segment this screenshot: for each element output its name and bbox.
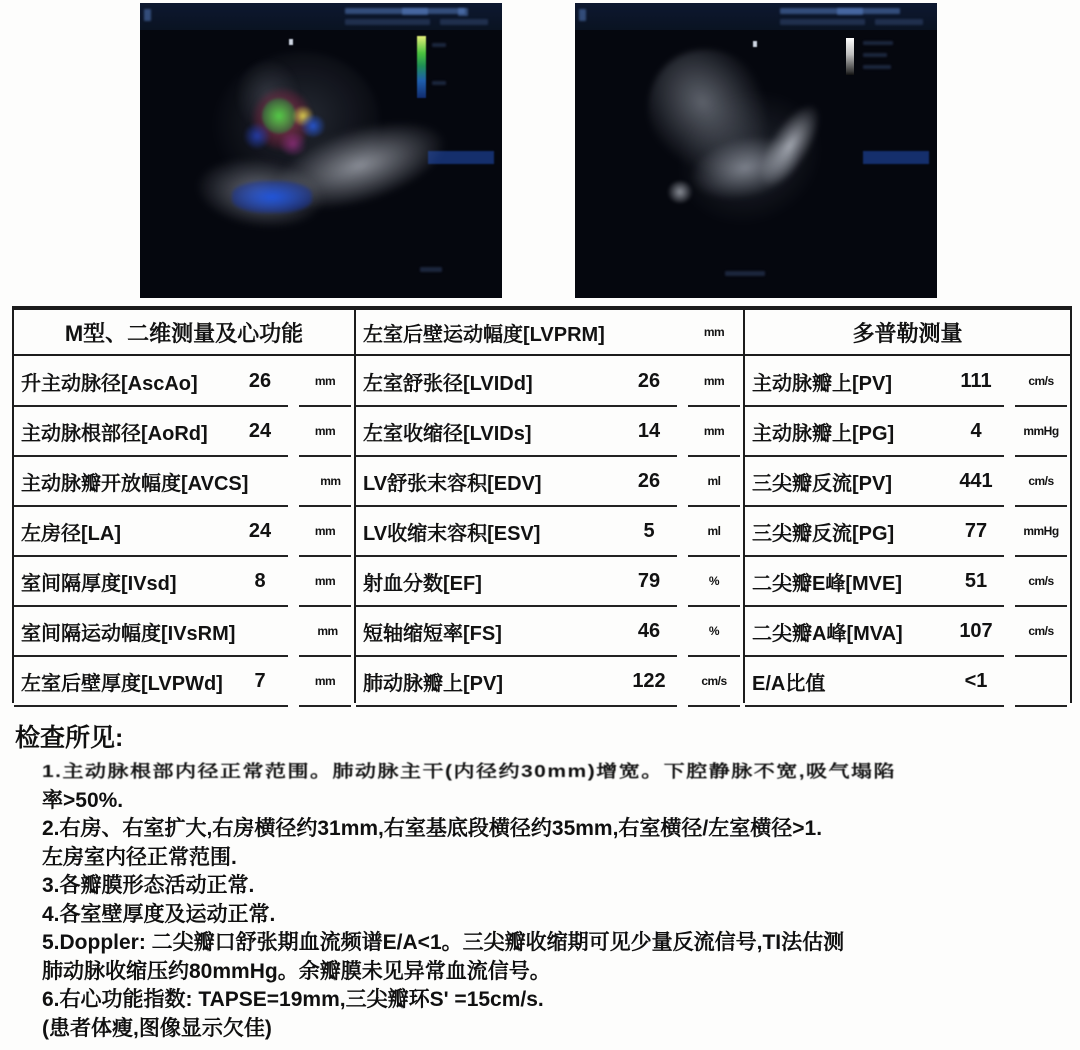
table-row: [745, 606, 1070, 656]
measure-label: 二尖瓣E峰[MVE]: [752, 572, 902, 595]
measure-unit: mmHg: [1023, 424, 1059, 438]
column-header-label: 多普勒测量: [852, 320, 963, 346]
measure-label: 三尖瓣反流[PG]: [752, 522, 895, 545]
measure-unit: %: [708, 624, 720, 638]
ultrasound-image-color-doppler: [140, 3, 502, 298]
ultrasound-image-grayscale: [575, 3, 937, 298]
hud-text-smudge: [780, 19, 865, 25]
table-row: [745, 556, 1070, 606]
column-header: [14, 310, 354, 356]
column-header-label: M型、二维测量及心功能: [64, 320, 304, 346]
measure-label: 射血分数[EF]: [363, 572, 482, 595]
doppler-color-scale-bar: [417, 36, 426, 98]
measure-value: 14: [637, 419, 661, 442]
table-row: [14, 456, 354, 506]
table-row: [14, 506, 354, 556]
table-row: [14, 556, 354, 606]
table-row: [356, 506, 743, 556]
finding-line: 左房室内径正常范围.: [42, 845, 237, 869]
column-header-row: [356, 310, 743, 356]
measure-value: 7: [254, 669, 266, 692]
table-row: [356, 310, 743, 354]
doppler-blue-flow: [300, 115, 326, 137]
measure-label: 肺动脉瓣上[PV]: [363, 672, 503, 695]
hud-text-smudge: [875, 19, 923, 25]
measure-label: 二尖瓣A峰[MVA]: [752, 622, 903, 645]
measure-unit: mm: [314, 574, 336, 588]
measure-label: 主动脉根部径[AoRd]: [21, 422, 208, 445]
finding-line: 1.主动脉根部内径正常范围。肺动脉主干(内径约30mm)增宽。下腔静脉不宽,吸气塌陷: [42, 762, 897, 782]
finding-line: 4.各室壁厚度及运动正常.: [42, 902, 276, 926]
hud-text-smudge: [345, 19, 430, 25]
measure-label: 升主动脉径[AscAo]: [21, 372, 198, 395]
measure-unit: mm: [703, 374, 725, 388]
sector-apex-marker: [289, 39, 293, 45]
table-row: [356, 356, 743, 406]
measure-value: 5: [643, 519, 655, 542]
table-row: [356, 556, 743, 606]
measure-value: 26: [248, 369, 272, 392]
finding-line: 3.各瓣膜形态活动正常.: [42, 874, 255, 897]
measure-value: 8: [254, 569, 266, 592]
measure-unit: ml: [707, 524, 721, 538]
measure-value: 26: [637, 469, 661, 492]
finding-line: 2.右房、右室扩大,右房横径约31mm,右室基底段横径约35mm,右室横径/左室横径>1.: [42, 817, 823, 840]
hud-text-smudge: [420, 267, 442, 272]
doppler-blue-flow: [244, 123, 270, 149]
measure-label: 室间隔厚度[IVsd]: [21, 572, 177, 595]
measure-value: 24: [248, 519, 272, 542]
measure-unit: mm: [314, 674, 336, 688]
hud-logo-mark: [579, 9, 586, 21]
measure-label: 主动脉瓣开放幅度[AVCS]: [21, 472, 249, 495]
measure-label: E/A比值: [752, 672, 826, 695]
measure-value: <1: [964, 669, 988, 692]
finding-line: 率>50%.: [42, 788, 124, 812]
measure-unit: mm: [314, 424, 336, 438]
measure-value: 107: [959, 619, 993, 642]
measure-value: 79: [637, 569, 661, 592]
doppler-magenta-flow: [278, 133, 308, 155]
hud-text-smudge: [725, 271, 765, 276]
measure-label: 主动脉瓣上[PV]: [752, 372, 892, 395]
table-column-doppler: [743, 310, 1070, 703]
findings-body: [42, 758, 1070, 1043]
column-header: [745, 310, 1070, 356]
measure-value: 111: [960, 369, 992, 392]
measure-value: 4: [970, 419, 982, 442]
measure-label: 左室后壁厚度[LVPWd]: [21, 672, 223, 695]
sector-apex-marker: [753, 41, 757, 47]
measure-unit: %: [708, 574, 720, 588]
measure-value: 26: [637, 369, 661, 392]
measure-label: 三尖瓣反流[PV]: [752, 472, 892, 495]
measure-label: 短轴缩短率[FS]: [363, 622, 502, 645]
hud-text-smudge: [837, 8, 863, 15]
measure-unit: cm/s: [1028, 474, 1054, 488]
measurement-table: [12, 306, 1072, 703]
finding-line: 肺动脉收缩压约80mmHg。余瓣膜未见异常血流信号。: [42, 959, 551, 983]
doppler-blue-patch: [232, 181, 312, 213]
hud-text-smudge: [440, 19, 488, 25]
measure-label: LV舒张末容积[EDV]: [363, 472, 542, 495]
finding-line: 6.右心功能指数: TAPSE=19mm,三尖瓣环S' =15cm/s.: [42, 988, 544, 1011]
findings-title: 检查所见:: [15, 724, 124, 752]
table-row: [356, 406, 743, 456]
measure-label: LV收缩末容积[ESV]: [363, 522, 541, 545]
measure-unit: ml: [707, 474, 721, 488]
measure-unit: mm: [703, 325, 725, 339]
measure-value: 441: [959, 469, 993, 492]
measure-unit: cm/s: [1028, 624, 1054, 638]
measure-value: 122: [632, 669, 666, 692]
table-column-lv: [354, 310, 743, 703]
measure-label: 室间隔运动幅度[IVsRM]: [21, 622, 236, 645]
scale-tick-smudge: [432, 81, 446, 85]
measure-label: 主动脉瓣上[PG]: [752, 422, 895, 445]
hud-text-smudge: [863, 41, 893, 45]
hud-text-smudge: [402, 8, 428, 15]
finding-line: 5.Doppler: 二尖瓣口舒张期血流频谱E/A<1。三尖瓣收缩期可见少量反流信号,TI法估测: [42, 931, 845, 954]
measure-value: 46: [637, 619, 661, 642]
table-row: [356, 456, 743, 506]
table-row: [14, 356, 354, 406]
measure-value: 77: [964, 519, 988, 542]
grayscale-bar: [846, 38, 854, 75]
table-row: [745, 506, 1070, 556]
table-row: [14, 656, 354, 706]
table-row: [745, 656, 1070, 706]
measure-label: 左室后壁运动幅度[LVPRM]: [363, 323, 605, 346]
table-row: [745, 356, 1070, 406]
hud-logo-mark: [144, 9, 151, 21]
hud-text-smudge: [863, 53, 887, 57]
measure-unit: mmHg: [1023, 524, 1059, 538]
finding-line: (患者体瘦,图像显示欠佳): [42, 1016, 272, 1040]
measure-unit: cm/s: [1028, 574, 1054, 588]
measure-label: 左房径[LA]: [21, 522, 121, 545]
measure-unit: mm: [703, 424, 725, 438]
hud-icon-smudge: [458, 8, 468, 16]
measure-unit: mm: [317, 624, 338, 638]
measure-label: 左室收缩径[LVIDs]: [363, 422, 532, 445]
hud-info-bar: [863, 151, 929, 164]
measure-unit: mm: [314, 524, 336, 538]
hud-text-smudge: [863, 65, 891, 69]
scale-tick-smudge: [432, 43, 446, 47]
table-row: [745, 456, 1070, 506]
table-row: [745, 406, 1070, 456]
table-row: [14, 406, 354, 456]
findings-section: [15, 718, 1070, 1043]
measure-unit: mm: [320, 474, 341, 488]
table-row: [14, 606, 354, 656]
table-column-m-mode: [14, 310, 354, 703]
measure-label: 左室舒张径[LVIDd]: [363, 372, 533, 395]
measure-value: 24: [248, 419, 272, 442]
table-row: [356, 606, 743, 656]
measure-unit: cm/s: [701, 674, 727, 688]
hud-info-bar: [428, 151, 494, 164]
measure-unit: mm: [314, 374, 336, 388]
echo-small-dot: [667, 181, 693, 203]
table-row: [356, 656, 743, 706]
measure-value: 51: [964, 569, 988, 592]
measure-unit: cm/s: [1028, 374, 1054, 388]
